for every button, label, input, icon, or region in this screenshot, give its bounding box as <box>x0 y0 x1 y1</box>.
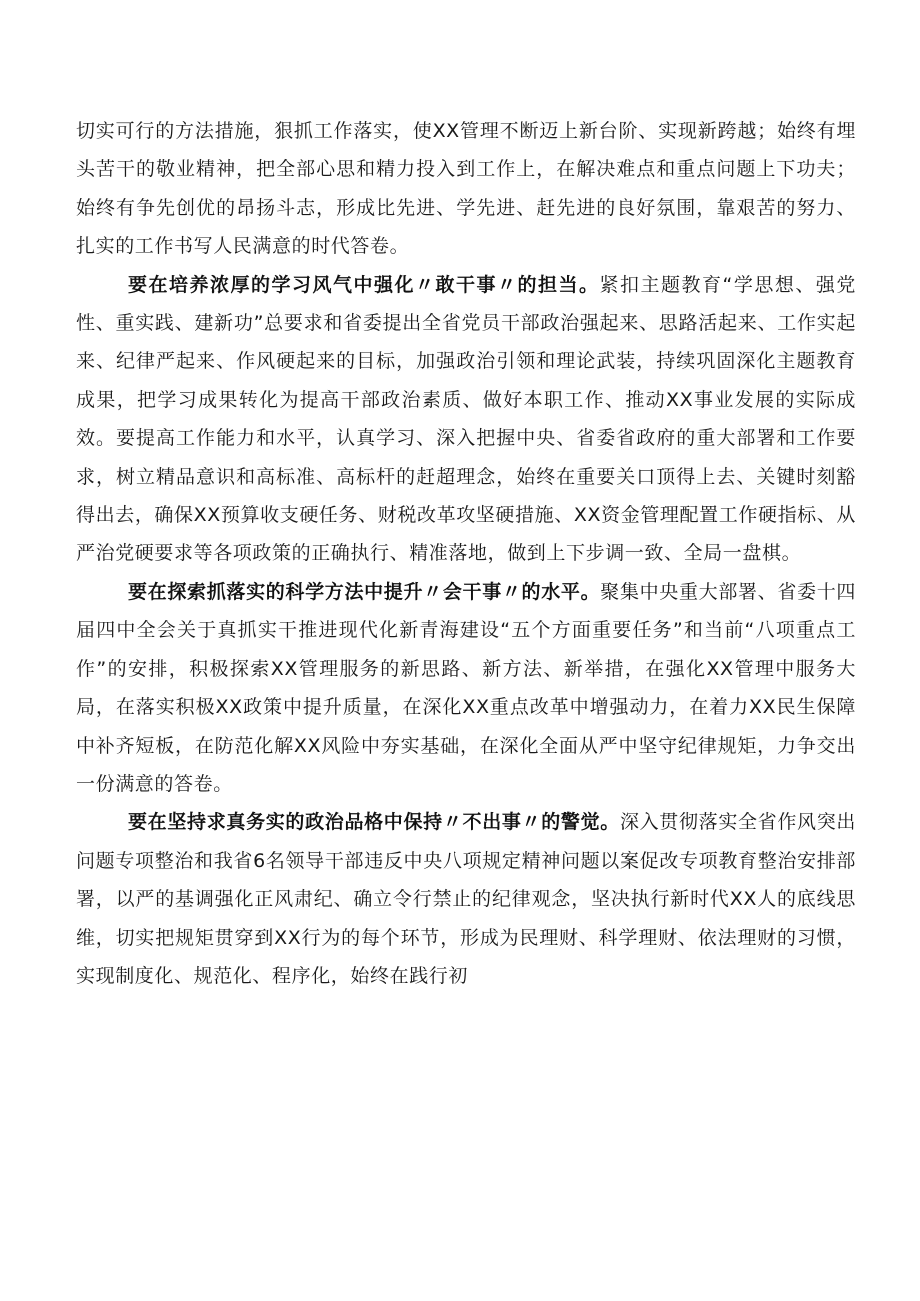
paragraph-2-text: 紧扣主题教育“学思想、强党性、重实践、建新功”总要求和省委提出全省党员干部政治强起来、思路活起来、工作实起来、纪律严起来、作风硬起来的目标，加强政治引领和理论武装，持续巩固深化主题教育成果，把学习成果转化为提高干部政治素质、做好本职工作、推动XX事业发展的实际成效。要提高工作能力和水平，认真学习、深入把握中央、省委省政府的重大部署和工作要求，树立精品意识和高标准、高标杆的赶超理念，始终在重要关口顶得上去、关键时刻豁得出去，确保XX预算收支硬任务、财税改革攻坚硬措施、XX资金管理配置工作硬指标、从严治党硬要求等各项政策的正确执行、精准落地，做到上下步调一致、全局一盘棋。 <box>76 273 856 565</box>
paragraph-2-lead: 要在培养浓厚的学习风气中强化〃敢干事〃的担当。 <box>128 273 600 296</box>
paragraph-4-text: 深入贯彻落实全省作风突出问题专项整治和我省6名领导干部违反中央八项规定精神问题以案促改专项教育整治安排部署，以严的基调强化正风肃纪、确立令行禁止的纪律观念，坚决执行新时代XX人的底线思维，切实把规矩贯穿到XX行为的每个环节，形成为民理财、科学理财、依法理财的习惯，实现制度化、规范化、程序化，始终在践行初 <box>76 811 856 987</box>
paragraph-1 <box>76 112 856 266</box>
document-body <box>76 112 856 995</box>
paragraph-4 <box>76 803 856 995</box>
paragraph-3-text: 聚集中央重大部署、省委十四届四中全会关于真抓实干推进现代化新青海建设“五个方面重要任务”和当前“八项重点工作”的安排，积极探索XX管理服务的新思路、新方法、新举措，在强化XX管理中服务大局，在落实积极XX政策中提升质量，在深化XX重点改革中增强动力，在着力XX民生保障中补齐短板，在防范化解XX风险中夯实基础，在深化全面从严中坚守纪律规矩，力争交出一份满意的答卷。 <box>76 580 856 795</box>
paragraph-3 <box>76 573 856 803</box>
paragraph-1-text: 切实可行的方法措施，狠抓工作落实，使XX管理不断迈上新台阶、实现新跨越；始终有埋头苦干的敬业精神，把全部心思和精力投入到工作上，在解决难点和重点问题上下功夫；始终有争先创优的昂扬斗志，形成比先进、学先进、赶先进的良好氛围，靠艰苦的努力、扎实的工作书写人民满意的时代答卷。 <box>76 120 856 258</box>
paragraph-3-lead: 要在探索抓落实的科学方法中提升〃会干事〃的水平。 <box>128 580 601 603</box>
paragraph-2 <box>76 266 856 573</box>
paragraph-4-lead: 要在坚持求真务实的政治品格中保持〃不出事〃的警觉。 <box>128 811 620 834</box>
